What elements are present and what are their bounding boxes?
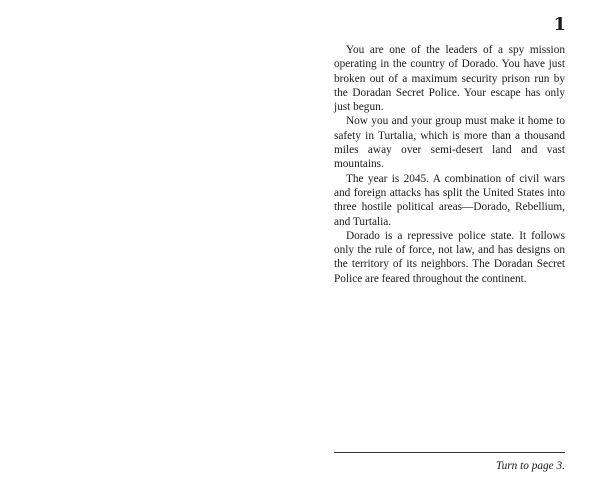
- paragraph-1: You are one of the leaders of a spy mission operating in the country of Dorado. You have just broken out of a maximum security prison run by the Doradan Secret Police. Your escape has only just begun.: [334, 44, 565, 114]
- paragraph-3: The year is 2045. A combination of civil wars and foreign attacks has split the United States into three hostile political areas—Dorado, Rebellium, and Turtalia.: [334, 172, 565, 228]
- paragraph-2: Now you and your group must make it home to safety in Turtalia, which is more than a thousand miles away over semi-desert land and vast mountains.: [334, 115, 565, 171]
- paragraph-4: Dorado is a repressive police state. It follows only the rule of force, not law, and has designs on the territory of its neighbors. The Doradan Secret Police are feared throughout the continent.: [334, 229, 565, 285]
- footer-divider: [334, 452, 565, 453]
- page-number: 1: [553, 14, 566, 35]
- body-text: [334, 43, 565, 286]
- right-page: [300, 0, 600, 492]
- turn-to-page-link[interactable]: Turn to page 3.: [495, 460, 565, 472]
